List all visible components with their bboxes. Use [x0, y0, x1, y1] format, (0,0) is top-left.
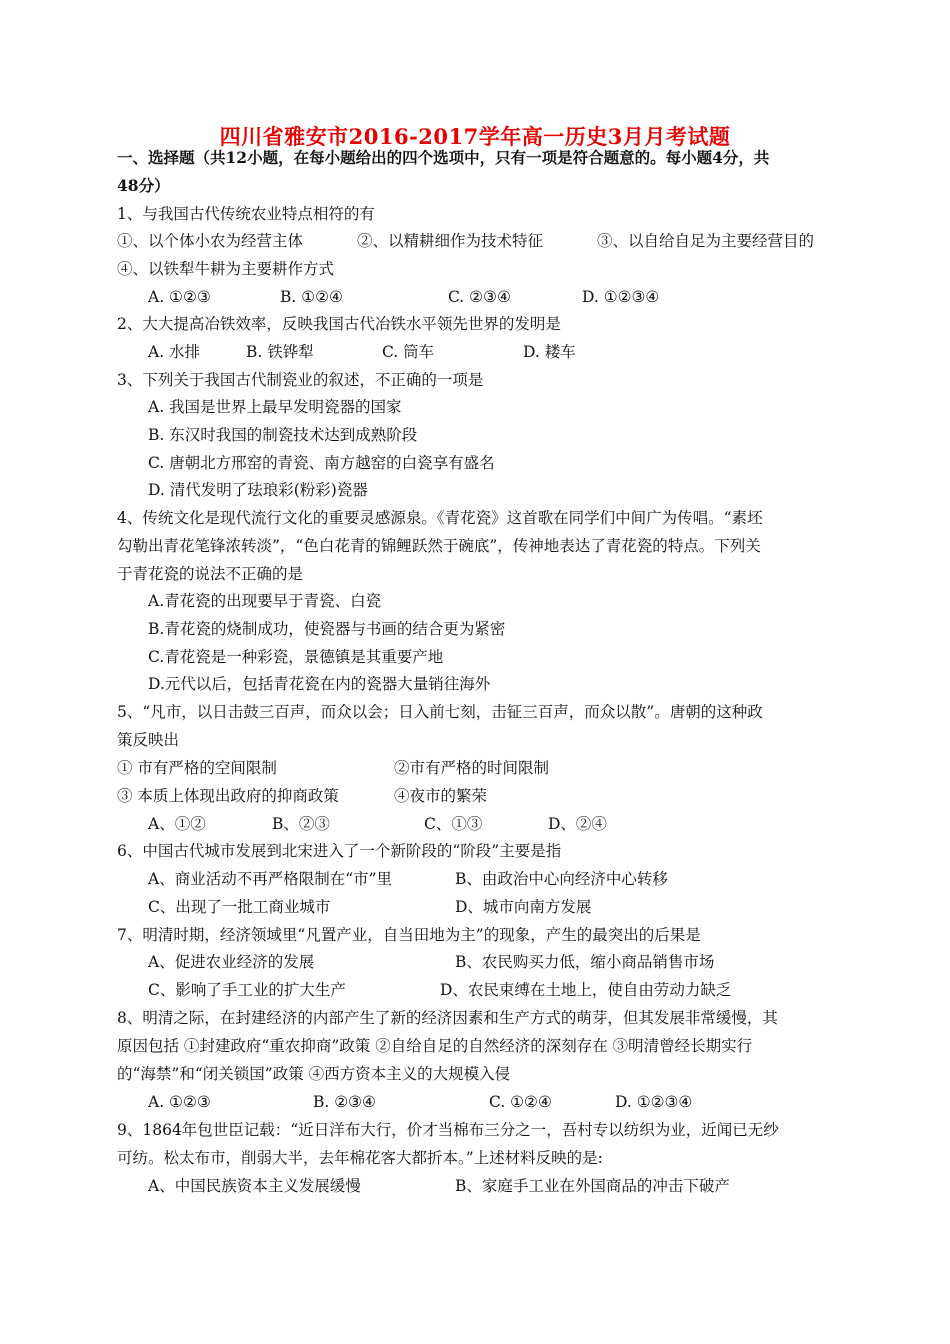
answer-option: B、家庭手工业在外国商品的冲击下破产 [455, 1177, 730, 1195]
answer-option: A、商业活动不再严格限制在“市”里 [148, 870, 393, 888]
section-header-line: 48分） [117, 176, 170, 195]
answer-option: A. 水排 [148, 343, 201, 361]
question-statement: ②、以精耕细作为技术特征 [357, 232, 544, 250]
question-stem: 1、与我国古代传统农业特点相符的有 [117, 205, 375, 223]
answer-option: C. 筒车 [382, 343, 435, 361]
answer-option: D. 清代发明了珐琅彩(粉彩)瓷器 [148, 481, 368, 499]
answer-option: D、城市向南方发展 [455, 898, 592, 916]
answer-option: D、农民束缚在土地上，使自由劳动力缺乏 [440, 981, 732, 999]
question-statement: ②市有严格的时间限制 [394, 759, 550, 777]
question-stem: 勾勒出青花笔锋浓转淡”，“色白花青的锦鲤跃然于碗底”，传神地表达了青花瓷的特点。下列关 [117, 537, 761, 555]
question-statement: ① 市有严格的空间限制 [117, 759, 277, 777]
question-stem: 于青花瓷的说法不正确的是 [117, 565, 304, 583]
question-stem: 原因包括 ①封建政府“重农抑商”政策 ②自给自足的自然经济的深刻存在 ③明清曾经长期实行 [117, 1037, 753, 1055]
question-stem: 4、传统文化是现代流行文化的重要灵感源泉。《青花瓷》这首歌在同学们中间广为传唱。“素坯 [117, 509, 763, 527]
answer-option: D. ①②③④ [582, 288, 660, 306]
answer-option: C、影响了手工业的扩大生产 [148, 981, 346, 999]
answer-option: A、中国民族资本主义发展缓慢 [148, 1177, 361, 1195]
answer-option: B. ②③④ [313, 1093, 376, 1111]
question-stem: 9、1864年包世臣记载：“近日洋布大行，价才当棉布三分之一，吾村专以纺织为业，近闻已无纱 [117, 1121, 779, 1139]
answer-option: A.青花瓷的出现要早于青瓷、白瓷 [148, 592, 382, 610]
answer-option: B、农民购买力低，缩小商品销售市场 [455, 953, 715, 971]
question-statement: ③、以自给自足为主要经营目的 [597, 232, 815, 250]
question-stem: 可纺。松太布市，削弱大半，去年棉花客大都折本。”上述材料反映的是: [117, 1149, 603, 1167]
page-title: 四川省雅安市2016-2017学年高一历史3月月考试题 [219, 124, 731, 149]
answer-option: B. 铁铧犁 [246, 343, 314, 361]
answer-option: D.元代以后，包括青花瓷在内的瓷器大量销往海外 [148, 675, 491, 693]
answer-option: C. 唐朝北方邢窑的青瓷、南方越窑的白瓷享有盛名 [148, 454, 495, 472]
question-stem: 8、明清之际，在封建经济的内部产生了新的经济因素和生产方式的萌芽，但其发展非常缓慢，其 [117, 1009, 778, 1027]
question-stem: 的“海禁”和“闭关锁国”政策 ④西方资本主义的大规模入侵 [117, 1065, 511, 1083]
answer-option: A. ①②③ [148, 288, 211, 306]
question-stem: 6、中国古代城市发展到北宋进入了一个新阶段的“阶段”主要是指 [117, 842, 562, 860]
section-header-line: 一、选择题（共12小题，在每小题给出的四个选项中，只有一项是符合题意的。每小题4分，共 [117, 148, 770, 167]
question-stem: 7、明清时期，经济领域里“凡置产业，自当田地为主”的现象，产生的最突出的后果是 [117, 926, 701, 944]
question-stem: 5、“凡市，以日击鼓三百声，而众以会；日入前七刻，击钲三百声，而众以散”。唐朝的这种政 [117, 703, 763, 721]
answer-option: B、由政治中心向经济中心转移 [455, 870, 668, 888]
answer-option: A. ①②③ [148, 1093, 211, 1111]
answer-option: A、①② [148, 815, 206, 833]
answer-option: B、②③ [272, 815, 330, 833]
question-statement: ③ 本质上体现出政府的抑商政策 [117, 787, 339, 805]
answer-option: A. 我国是世界上最早发明瓷器的国家 [148, 398, 402, 416]
question-stem: 2、大大提高冶铁效率，反映我国古代冶铁水平领先世界的发明是 [117, 315, 561, 333]
answer-option: C、①③ [424, 815, 483, 833]
answer-option: C. ②③④ [448, 288, 511, 306]
question-stem: 3、下列关于我国古代制瓷业的叙述，不正确的一项是 [117, 371, 484, 389]
answer-option: C. ①②④ [489, 1093, 552, 1111]
question-statement: ①、以个体小农为经营主体 [117, 232, 304, 250]
answer-option: B.青花瓷的烧制成功，使瓷器与书画的结合更为紧密 [148, 620, 506, 638]
answer-option: D、②④ [548, 815, 607, 833]
answer-option: C.青花瓷是一种彩瓷，景德镇是其重要产地 [148, 648, 444, 666]
question-statement: ④、以铁犁牛耕为主要耕作方式 [117, 260, 335, 278]
answer-option: A、促进农业经济的发展 [148, 953, 315, 971]
answer-option: B. ①②④ [280, 288, 343, 306]
question-stem: 策反映出 [117, 731, 180, 749]
answer-option: D. 耧车 [523, 343, 576, 361]
answer-option: C、出现了一批工商业城市 [148, 898, 331, 916]
answer-option: D. ①②③④ [615, 1093, 693, 1111]
question-statement: ④夜市的繁荣 [394, 787, 488, 805]
answer-option: B. 东汉时我国的制瓷技术达到成熟阶段 [148, 426, 418, 444]
